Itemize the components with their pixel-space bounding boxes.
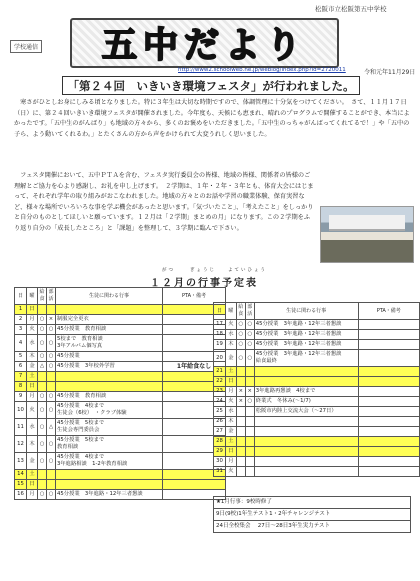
day-cell: 17 (214, 320, 226, 330)
schedule-row (15, 315, 226, 325)
pta-cell (358, 320, 419, 330)
meal-cell: × (236, 397, 245, 407)
day-cell: 11 (15, 419, 27, 436)
club-cell: ○ (245, 397, 254, 407)
article-paragraph-2: フェスタ開催において、五中ＰＴＡを含む、フェスタ実行委員会の皆様、地域の皆様、関係者の皆様のご理解とご協力を心より感謝し、お礼を申し上げます。 ２学期は、１年・２年・３年とも、体育大会にはじまって、それぞれ学年の取り組みがおこなわれました。地域の方々とのお話や学習の職業体験、保育実習など、様々な場所でいろいろな事を学ぶ機会があったと思います。「気づいたこと」、「考えたこと」をしっかりと自分のものとしてほしいと願っています。１２月は「２学期」まとめの月」になります。この２学期をふり返り自分の「成長したところ」と「課題」を整理して、３学期に臨んで下さい。 (14, 172, 314, 232)
ruby-gyouji: ぎょうじ (190, 268, 216, 273)
weekday-cell: 日 (225, 377, 236, 387)
header-meal: 給食 (38, 288, 47, 305)
club-cell (47, 480, 56, 490)
club-cell (245, 377, 254, 387)
day-cell: 24 (214, 397, 226, 407)
schedule-row (15, 436, 226, 453)
day-cell: 21 (214, 367, 226, 377)
schedule-row (15, 372, 226, 382)
header-day: 日 (214, 303, 226, 320)
day-cell: 14 (15, 470, 27, 480)
club-cell (245, 467, 254, 477)
pta-cell (358, 447, 419, 457)
schedule-row (214, 350, 420, 367)
pta-cell (358, 407, 419, 417)
tent-shape (329, 215, 405, 231)
pta-cell (358, 340, 419, 350)
day-cell: 30 (214, 457, 226, 467)
day-cell: 2 (15, 315, 27, 325)
schedule-row (214, 437, 420, 447)
meal-cell (38, 470, 47, 480)
day-cell: 10 (15, 402, 27, 419)
event-cell: 45分授業 3年進路・12年三者懇談 (254, 330, 358, 340)
weekday-cell: 火 (27, 402, 38, 419)
day-cell: 31 (214, 467, 226, 477)
club-cell: ○ (47, 436, 56, 453)
weekday-cell: 火 (225, 397, 236, 407)
day-cell: 15 (15, 480, 27, 490)
schedule-row (15, 490, 226, 500)
weekday-cell: 金 (225, 427, 236, 437)
meal-cell: ○ (38, 402, 47, 419)
pta-cell (358, 417, 419, 427)
event-cell (56, 470, 163, 480)
weekday-cell: 火 (27, 325, 38, 335)
ruby-gatsu: がつ (162, 268, 175, 273)
schedule-row (214, 407, 420, 417)
club-cell: △ (47, 419, 56, 436)
day-cell: 9 (15, 392, 27, 402)
schedule-row (214, 427, 420, 437)
header-weekday: 曜 (225, 303, 236, 320)
school-name: 松阪市立松阪第五中学校 (315, 5, 387, 13)
schedule-row (214, 340, 420, 350)
day-cell: 23 (214, 387, 226, 397)
meal-cell (236, 457, 245, 467)
header-pta: PTA・備考 (358, 303, 419, 320)
meal-cell (236, 437, 245, 447)
meal-cell (236, 427, 245, 437)
pta-cell (358, 367, 419, 377)
event-cell (56, 382, 163, 392)
day-cell: 27 (214, 427, 226, 437)
event-cell: 45分授業 3年進路・12年三者懇談 (254, 320, 358, 330)
event-cell (56, 305, 163, 315)
header-pta: PTA・備考 (163, 288, 226, 305)
meal-cell: ○ (38, 419, 47, 436)
schedule-row (15, 382, 226, 392)
meal-cell: ○ (38, 392, 47, 402)
day-cell: 25 (214, 407, 226, 417)
schedule-table-right (213, 302, 420, 477)
event-cell: 45分授業 3年進路・12年三者懇談 (56, 490, 163, 500)
day-cell: 19 (214, 340, 226, 350)
meal-cell (236, 447, 245, 457)
meal-cell: ○ (236, 350, 245, 367)
day-cell: 13 (15, 453, 27, 470)
club-cell (47, 372, 56, 382)
event-cell: 終業式 冬休み(～1/7) (254, 397, 358, 407)
club-cell: ○ (47, 325, 56, 335)
weekday-cell: 木 (225, 340, 236, 350)
meal-cell: △ (38, 362, 47, 372)
weekday-cell: 月 (27, 315, 38, 325)
club-cell: ○ (47, 335, 56, 352)
weekday-cell: 水 (225, 407, 236, 417)
weekday-cell: 火 (225, 467, 236, 477)
schedule-row (214, 377, 420, 387)
event-cell: 45分授業 5校まで 教育相談 (56, 436, 163, 453)
pta-cell (358, 457, 419, 467)
weekday-cell: 木 (27, 436, 38, 453)
club-cell (245, 427, 254, 437)
schedule-title-text: １２月の行事予定表 (150, 278, 258, 289)
event-cell: 制服完全更衣 (56, 315, 163, 325)
weekday-cell: 月 (225, 457, 236, 467)
weekday-cell: 日 (27, 305, 38, 315)
club-cell: ○ (47, 490, 56, 500)
event-cell (56, 480, 163, 490)
day-cell: 7 (15, 372, 27, 382)
meal-cell (236, 417, 245, 427)
meal-cell: ○ (236, 340, 245, 350)
schedule-row (15, 402, 226, 419)
title-banner (70, 18, 339, 68)
header-day: 日 (15, 288, 27, 305)
meal-cell: ○ (38, 315, 47, 325)
meal-cell: ○ (38, 352, 47, 362)
meal-cell (38, 480, 47, 490)
weekday-cell: 月 (27, 490, 38, 500)
header-weekday: 曜 (27, 288, 38, 305)
article-headline: 「第２４回 いきいき環境フェスタ」が行われました。 (62, 76, 360, 95)
club-cell: ○ (245, 340, 254, 350)
weekday-cell: 日 (27, 382, 38, 392)
pta-cell (358, 387, 419, 397)
event-cell: 45分授業 教育相談 (56, 325, 163, 335)
article-paragraph-1: 寒さがひとしお身にしみる頃となりました。特に３年生は大切な時期ですので、体調管理に十分気をつけてください。 さて、１１月１７日（日）に、第２４回いきいき環境フェスタが開催されました。今年度も、天候にも恵まれ、晴れのプログラムで開催することができ、本当によかったです。「五中生のがんばり」も地域の方々から、多くのお褒めをいただきました。「五中生のっちゃがんばってくれてるで！」や「五中の子ら、よう動いてくれるわ。」とたくさんの方から声をかけられて大変うれしく思いました。 (14, 99, 410, 138)
meal-cell: ○ (38, 436, 47, 453)
meal-cell (38, 382, 47, 392)
issue-label: 学校通信 (10, 40, 42, 53)
event-cell: 3年進路再懇談 4校まで (254, 387, 358, 397)
club-cell (245, 437, 254, 447)
event-cell: 松阪市内陸上交流大会（～27日） (254, 407, 358, 417)
schedule-row (15, 470, 226, 480)
meal-cell: ○ (38, 335, 47, 352)
schedule-row (214, 447, 420, 457)
pta-cell (358, 350, 419, 367)
header-club: 部活 (47, 288, 56, 305)
schedule-notes (213, 496, 411, 533)
meal-cell: ○ (236, 320, 245, 330)
club-cell (47, 470, 56, 480)
club-cell (245, 417, 254, 427)
weekday-cell: 土 (27, 470, 38, 480)
event-cell: 45分授業 5校まで 生徒会専門委員会 (56, 419, 163, 436)
header-events: 生徒に関わる行事 (254, 303, 358, 320)
pta-cell (163, 480, 226, 490)
club-cell: × (47, 315, 56, 325)
weekday-cell: 月 (225, 387, 236, 397)
schedule-row (15, 335, 226, 352)
schedule-row (214, 467, 420, 477)
pta-cell: 1年給食なし (163, 362, 226, 372)
club-cell: ○ (245, 320, 254, 330)
event-cell: 45分授業 (56, 352, 163, 362)
meal-cell (236, 367, 245, 377)
schedule-row (15, 453, 226, 470)
club-cell (245, 367, 254, 377)
event-cell (56, 372, 163, 382)
event-cell: 5校まで 教育相談 3年アルバム個写真 (56, 335, 163, 352)
weekday-cell: 木 (27, 352, 38, 362)
club-cell (245, 407, 254, 417)
schedule-row (214, 330, 420, 340)
weekday-cell: 月 (27, 392, 38, 402)
club-cell: ○ (245, 350, 254, 367)
day-cell: 3 (15, 325, 27, 335)
club-cell: ○ (47, 362, 56, 372)
club-cell: ○ (245, 330, 254, 340)
event-cell: 45分授業 3年進路・12年三者懇談 (254, 340, 358, 350)
weekday-cell: 土 (225, 367, 236, 377)
meal-cell: × (236, 387, 245, 397)
club-cell (245, 447, 254, 457)
schedule-table-left (14, 287, 226, 500)
meal-cell (38, 305, 47, 315)
day-cell: 29 (214, 447, 226, 457)
weekday-cell: 水 (27, 335, 38, 352)
club-cell (245, 457, 254, 467)
event-cell: 45分授業 4校まで 3年進路相談 1-2年教育相談 (56, 453, 163, 470)
event-cell (254, 437, 358, 447)
schedule-row (15, 419, 226, 436)
day-cell: 26 (214, 417, 226, 427)
event-cell (254, 447, 358, 457)
meal-cell (236, 407, 245, 417)
meal-cell: ○ (236, 330, 245, 340)
event-cell: 45分授業 3年校外学習 (56, 362, 163, 372)
header-meal: 給食 (236, 303, 245, 320)
weekday-cell: 水 (27, 419, 38, 436)
schedule-row (15, 392, 226, 402)
schedule-row (15, 362, 226, 372)
event-cell (254, 467, 358, 477)
weekday-cell: 金 (27, 362, 38, 372)
schedule-row (214, 457, 420, 467)
day-cell: 6 (15, 362, 27, 372)
meal-cell: ○ (38, 453, 47, 470)
event-cell: 45分授業 3年進路・12年三者懇談 給食最終 (254, 350, 358, 367)
weekday-cell: 土 (225, 437, 236, 447)
day-cell: 8 (15, 382, 27, 392)
day-cell: 18 (214, 330, 226, 340)
school-url-link[interactable]: http://www2.schoolweb.ne.jp/weblog/index.php?id=2720011 (178, 67, 346, 73)
pta-cell (358, 437, 419, 447)
club-cell: ○ (47, 453, 56, 470)
pta-cell (358, 397, 419, 407)
schedule-row (214, 397, 420, 407)
note-line: 24日全校集会 27日～28日3年生実力テスト (216, 523, 331, 529)
event-cell: 45分授業 4校まで 生徒会（6校） ・クラブ体験 (56, 402, 163, 419)
pta-cell (358, 467, 419, 477)
schedule-row (15, 352, 226, 362)
event-cell: 45分授業 教育相談 (56, 392, 163, 402)
day-cell: 12 (15, 436, 27, 453)
festa-photo (320, 206, 414, 263)
event-cell (254, 427, 358, 437)
schedule-row (214, 417, 420, 427)
ruby-yoteihyou: よていひょう (228, 268, 267, 273)
meal-cell (38, 372, 47, 382)
club-cell: ○ (47, 402, 56, 419)
note-line: 9日(9校)1年生テスト1・2年チャレンジテスト (214, 509, 410, 521)
weekday-cell: 土 (27, 372, 38, 382)
meal-cell: ○ (38, 490, 47, 500)
club-cell: ○ (47, 352, 56, 362)
weekday-cell: 日 (27, 480, 38, 490)
pta-cell (358, 427, 419, 437)
event-cell (254, 417, 358, 427)
meal-cell (236, 467, 245, 477)
schedule-row (15, 305, 226, 315)
meal-cell (236, 377, 245, 387)
weekday-cell: 金 (27, 453, 38, 470)
issue-date: 令和元年11月29日 (364, 69, 416, 76)
pta-cell (358, 377, 419, 387)
event-cell (254, 367, 358, 377)
weekday-cell: 火 (225, 320, 236, 330)
schedule-row (214, 320, 420, 330)
header-club: 部活 (245, 303, 254, 320)
meal-cell: ○ (38, 325, 47, 335)
note-line: ★1月行事：9校時修了 (214, 497, 410, 509)
schedule-row (15, 325, 226, 335)
event-cell (254, 377, 358, 387)
day-cell: 1 (15, 305, 27, 315)
club-cell (47, 382, 56, 392)
newsletter-title: 五中だより (101, 26, 307, 66)
schedule-row (214, 367, 420, 377)
day-cell: 28 (214, 437, 226, 447)
schedule-row (214, 387, 420, 397)
pta-cell (358, 330, 419, 340)
weekday-cell: 日 (225, 447, 236, 457)
weekday-cell: 金 (225, 350, 236, 367)
weekday-cell: 木 (225, 417, 236, 427)
day-cell: 4 (15, 335, 27, 352)
club-cell: ○ (47, 392, 56, 402)
header-events: 生徒に関わる行事 (56, 288, 163, 305)
day-cell: 16 (15, 490, 27, 500)
club-cell: × (245, 387, 254, 397)
weekday-cell: 水 (225, 330, 236, 340)
schedule-row (15, 480, 226, 490)
day-cell: 22 (214, 377, 226, 387)
club-cell (47, 305, 56, 315)
day-cell: 20 (214, 350, 226, 367)
event-cell (254, 457, 358, 467)
day-cell: 5 (15, 352, 27, 362)
